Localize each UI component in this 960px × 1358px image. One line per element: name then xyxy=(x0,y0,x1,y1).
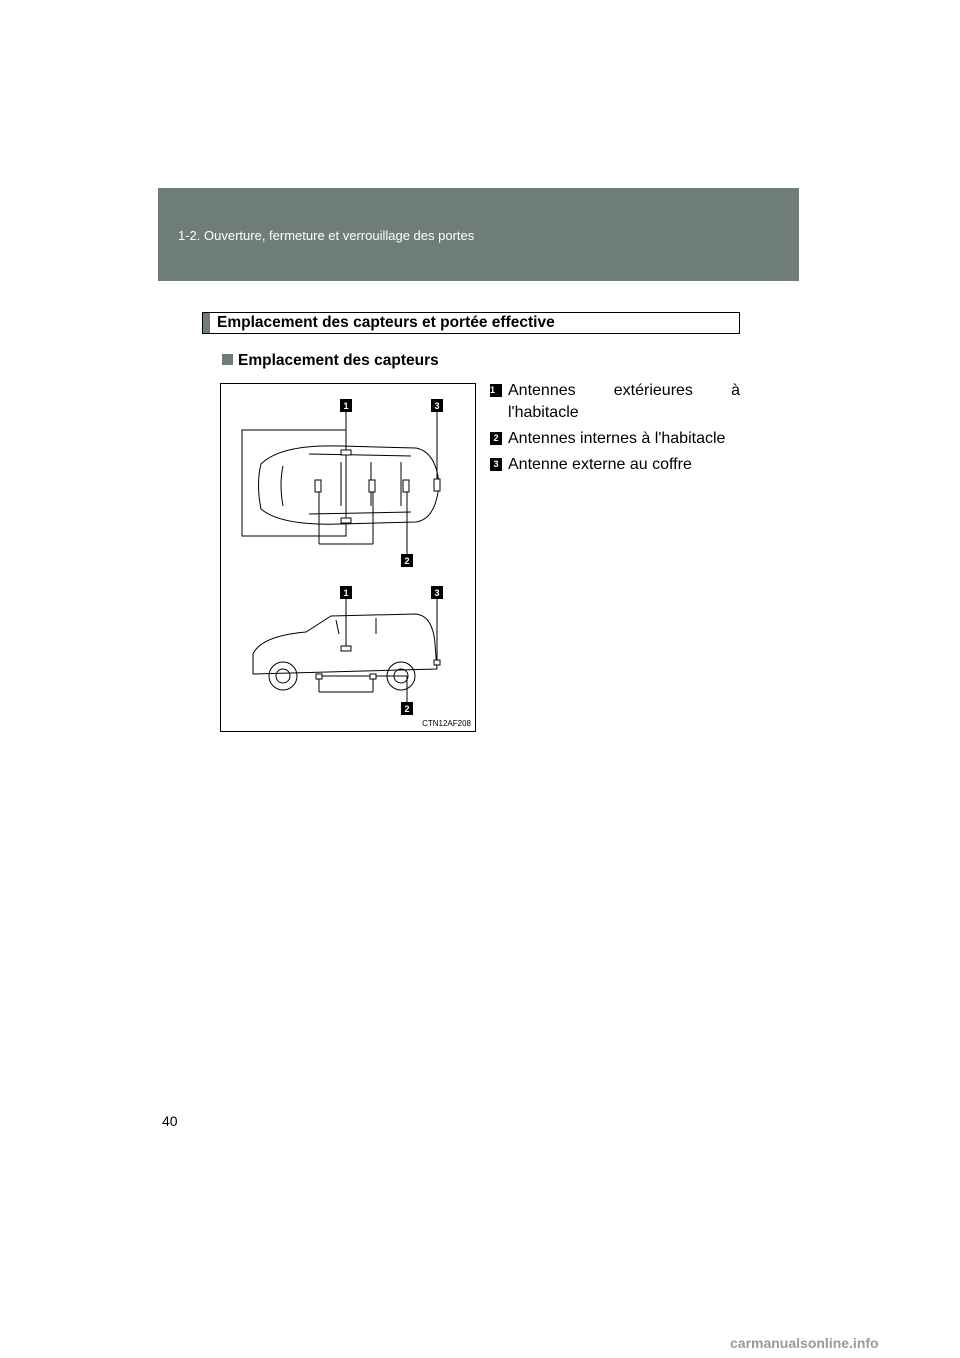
sensor-marker xyxy=(341,518,351,523)
square-bullet-icon xyxy=(222,354,233,365)
callout-label: 1 xyxy=(343,401,349,411)
watermark: carmanualsonline.info xyxy=(730,1335,879,1351)
legend-item-2 xyxy=(490,428,740,450)
sensor-marker xyxy=(370,674,376,679)
sensor-marker xyxy=(434,660,440,665)
section-heading xyxy=(202,312,740,334)
vehicle-diagram xyxy=(220,383,476,732)
legend xyxy=(490,380,740,480)
vehicle-diagram-svg xyxy=(221,384,477,733)
sensor-marker xyxy=(316,674,322,679)
header-bar xyxy=(158,188,799,281)
callout-label: 3 xyxy=(434,401,440,411)
legend-text: Antennes internes à l'habitacle xyxy=(508,430,726,447)
sensor-marker xyxy=(403,480,409,492)
sensor-marker xyxy=(341,646,351,651)
page-number: 40 xyxy=(162,1113,178,1129)
legend-badge: 3 xyxy=(490,458,502,471)
sensor-marker xyxy=(434,479,440,491)
top-view-car-body xyxy=(259,446,440,524)
legend-badge: 1 xyxy=(490,384,502,397)
legend-text-continued: l'habitacle xyxy=(508,404,579,421)
windshield xyxy=(281,466,283,506)
section-marker xyxy=(203,313,210,333)
chapter-title: 1-2. Ouverture, fermeture et verrouillage des portes xyxy=(178,228,475,243)
subheading xyxy=(222,352,439,370)
front-wheel xyxy=(269,662,297,690)
sensor-marker xyxy=(341,450,351,455)
legend-item-1 xyxy=(490,380,740,424)
front-hub xyxy=(276,669,290,683)
side-lines xyxy=(309,454,411,514)
legend-text: Antenne externe au coffre xyxy=(508,456,692,473)
legend-badge: 2 xyxy=(490,432,502,445)
callout-label: 3 xyxy=(434,588,440,598)
subheading-text: Emplacement des capteurs xyxy=(238,352,439,369)
callout-label: 2 xyxy=(404,556,410,566)
legend-text: Antennes extérieures à xyxy=(508,382,740,399)
figure-code: CTN12AF208 xyxy=(422,719,471,728)
legend-item-3 xyxy=(490,454,740,476)
sensor-marker xyxy=(315,480,321,492)
section-title: Emplacement des capteurs et portée effective xyxy=(217,314,555,331)
callout-label: 2 xyxy=(404,704,410,714)
side-windows xyxy=(336,618,376,634)
callout-label: 1 xyxy=(343,588,349,598)
sensor-marker xyxy=(369,480,375,492)
